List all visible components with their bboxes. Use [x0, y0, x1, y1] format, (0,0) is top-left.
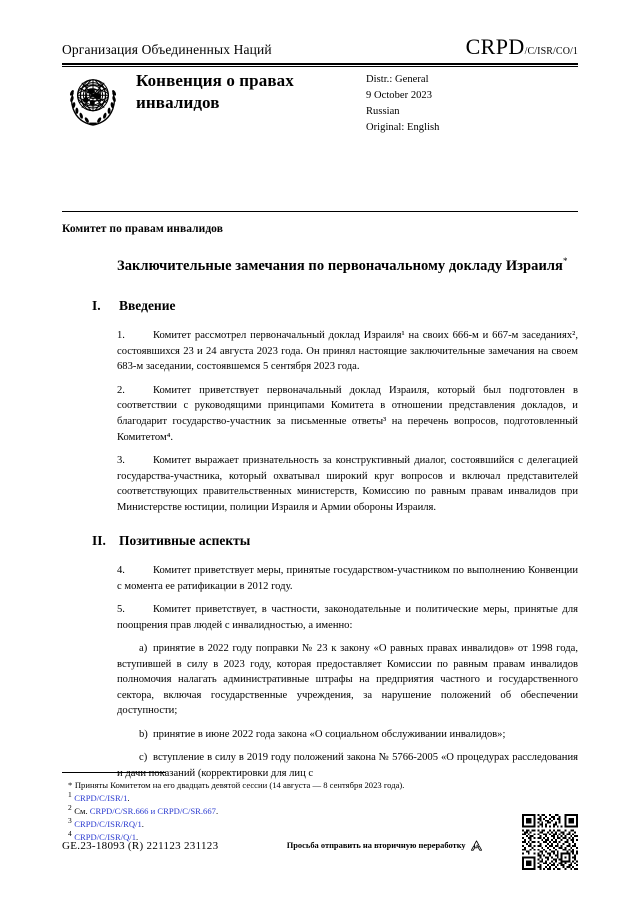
- un-emblem-icon: [62, 68, 124, 130]
- page-title-footnote-marker: *: [562, 256, 568, 266]
- section-numeral-2: II.: [92, 533, 106, 549]
- document-symbol-main: CRPD: [465, 34, 525, 59]
- page-title: [117, 255, 578, 276]
- distribution-language: Russian: [366, 105, 400, 117]
- footnote-text: См.: [74, 806, 90, 817]
- footnote-marker: 4: [68, 829, 72, 839]
- footnote-marker: 2: [68, 803, 72, 813]
- sub-paragraph-letter: b): [139, 728, 148, 740]
- recycling-icon: [469, 839, 484, 854]
- paragraph: [117, 453, 578, 515]
- sub-paragraph-text: принятие в июне 2022 года закона «О социальном обслуживании инвалидов»;: [153, 728, 506, 740]
- masthead-row: [62, 34, 578, 60]
- sub-paragraph-letter: a): [139, 643, 148, 655]
- paragraph: [117, 563, 578, 594]
- paragraph: [117, 602, 578, 633]
- title-band: [62, 66, 578, 136]
- sub-paragraph: [117, 727, 578, 743]
- distribution-date: 9 October 2023: [366, 89, 433, 101]
- footnote-text: .: [215, 806, 219, 817]
- convention-title: Конвенция о правах инвалидов: [136, 71, 294, 112]
- footnote-link[interactable]: CRPD/C/SR.666 и CRPD/C/SR.667: [89, 806, 216, 817]
- section-heading-positive-aspects: [92, 533, 578, 549]
- paragraph-text: Комитет выражает признательность за конструктивный диалог, состоявшийся с делегацией государства-участника, который охватывал широкий круг вопросов и включал представителей соответствующих правительственных министерств, Комиссию по равным правам инвалидов при Министерстве юстиции, полиции Израиля и Армии обороны Израиля.: [117, 455, 578, 513]
- page-footer: [62, 838, 578, 853]
- organization-name: Организация Объединенных Наций: [62, 42, 272, 57]
- recycle-text: Просьба отправить на вторичную переработку: [286, 841, 466, 850]
- masthead: [62, 34, 578, 67]
- footnote-marker: *: [68, 780, 73, 790]
- sub-paragraph: [117, 641, 578, 719]
- footnote-item: [62, 792, 578, 805]
- section-title-2: Позитивные аспекты: [119, 533, 251, 549]
- section-numeral-1: I.: [92, 298, 101, 314]
- sub-paragraph-text: вступление в силу в 2019 году положений закона № 5766-2005 «О процедурах расследования и дачи показаний (корректировки для лиц с: [117, 752, 578, 779]
- footnote-link[interactable]: CRPD/C/ISR/RQ/1: [74, 819, 142, 830]
- footnotes: [62, 772, 578, 844]
- paragraph-text: Комитет приветствует, в частности, законодательные и политические меры, принятые для поощрения прав людей с инвалидностью, а именно:: [117, 604, 578, 631]
- footnote-item: [62, 818, 578, 831]
- section-title-1: Введение: [119, 298, 176, 314]
- masthead-rule-thick: [62, 63, 578, 65]
- footnote-separator-rule: [62, 772, 166, 773]
- paragraph-text: Комитет приветствует первоначальный доклад Израиля, который был подготовлен в соответствии с руководящими принципами Комитета в отношении представления докладов, и благодарит государство-участник за письменные ответы³ на перечень вопросов, подготовленный Комитетом⁴.: [117, 384, 578, 443]
- distribution-type: Distr.: General: [366, 74, 429, 85]
- footnote-text: Приняты Комитетом на его двадцать девятой сессии (14 августа — 8 сентября 2023 года).: [74, 780, 405, 790]
- page-title-text: Заключительные замечания по первоначальному докладу Израиля: [117, 257, 563, 274]
- sub-paragraph-text: принятие в 2022 году поправки № 23 к закону «О равных правах инвалидов» от 1998 года, вступившей в силу в 2023 году, которая предоставляет Комиссии по равным правам инвалидов полномочия налагать административные штрафы на предприятия частного и государственного сектора, включая государственные учреждения, за нарушение положений об обеспечении доступности;: [117, 643, 578, 717]
- sub-paragraph-letter: c): [139, 752, 148, 764]
- distribution-block: [366, 66, 516, 136]
- paragraph-number: 5.: [117, 604, 125, 616]
- paragraph-text: Комитет приветствует меры, принятые государством-участником по выполнению Конвенции с момента ее ратификации в 2012 году.: [117, 565, 578, 592]
- footnote-item: [62, 805, 578, 818]
- footnote-link[interactable]: CRPD/C/ISR/1: [74, 793, 128, 804]
- section-divider-rule: [62, 211, 578, 212]
- distribution-original: Original: English: [366, 121, 440, 133]
- paragraph: [117, 328, 578, 375]
- document-body: [62, 223, 578, 789]
- committee-name: Комитет по правам инвалидов: [62, 223, 223, 235]
- paragraph-number: 1.: [117, 330, 125, 342]
- paragraph-number: 2.: [117, 384, 125, 396]
- footnote-text: .: [127, 793, 130, 804]
- qr-code-icon: [522, 814, 578, 870]
- document-symbol: [466, 34, 578, 60]
- paragraph: [117, 383, 578, 445]
- paragraph-text: Комитет рассмотрел первоначальный доклад Израиля¹ на своих 666-м и 667-м заседаниях², состоявшихся 23 и 24 августа 2023 года. Он принял настоящие заключительные замечания на своем 683-м заседании, состоявшемся 5 сентября 2023 года.: [117, 330, 578, 373]
- section-heading-introduction: [92, 298, 578, 314]
- footnote-marker: 1: [68, 790, 72, 800]
- paragraph-number: 3.: [117, 455, 125, 467]
- job-number: GE.23-18093 (R) 221123 231123: [62, 839, 219, 852]
- footnote-marker: 3: [68, 816, 72, 826]
- document-symbol-sub: /C/ISR/CO/1: [524, 46, 578, 57]
- footnote-item: [62, 779, 578, 792]
- footnote-text: .: [136, 832, 139, 843]
- footnote-text: .: [141, 819, 144, 830]
- footnote-link[interactable]: CRPD/C/ISR/Q/1: [74, 832, 137, 843]
- paragraph-number: 4.: [117, 565, 125, 577]
